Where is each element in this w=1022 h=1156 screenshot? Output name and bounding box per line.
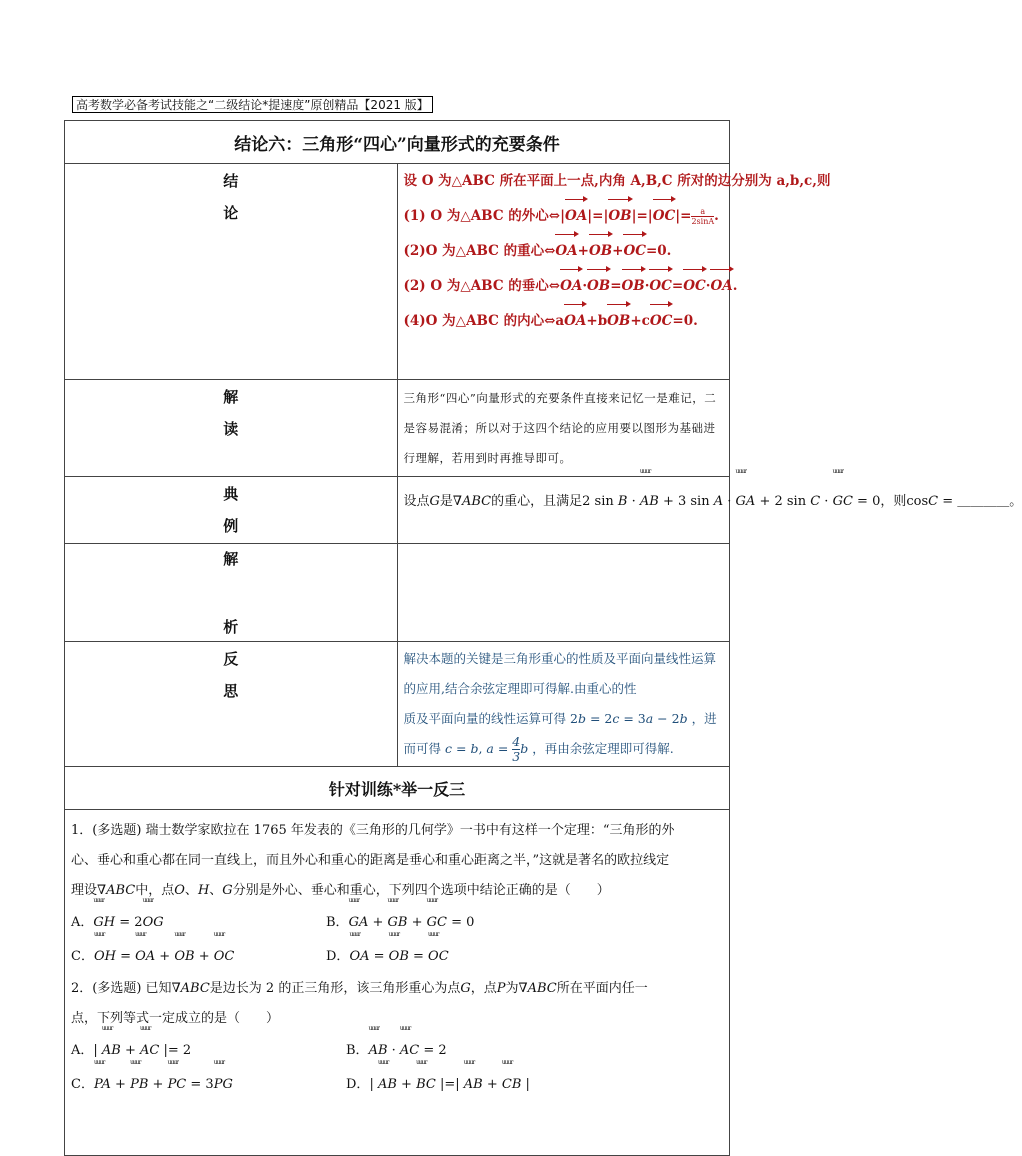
- conclusion-item-2: (2)O 为△ABC 的重心⇔OA+OB+OC=0.: [404, 234, 724, 269]
- label-char: 例: [223, 517, 239, 535]
- q1-part: 中，点: [135, 883, 175, 898]
- q1-option-d: D． uuur OA = uuur OB = uuur OC: [326, 931, 449, 964]
- reflection-text: [397, 642, 730, 767]
- conclusion-item-4: (4)O 为△ABC 的内心⇔aOA+bOB+cOC=0.: [404, 304, 724, 339]
- q2-part: 为: [505, 981, 519, 996]
- fraction: [691, 207, 714, 226]
- item-2-prefix: (2)O 为△ABC 的重心⇔: [403, 243, 556, 259]
- option-letter: C．: [71, 1077, 94, 1092]
- reflection-part: ，再由余弦定理即可得解.: [532, 741, 674, 756]
- q1-option-b: B． uuur GA + uuur GB + uuur GC = 0: [326, 897, 475, 930]
- q1-line-1: 1．(多选题) 瑞士数学家欧拉在 1765 年发表的《三角形的几何学》一书中有这样一个定理：“三角形的外: [71, 823, 675, 838]
- label-char: 论: [223, 204, 239, 222]
- q2-part: 2．(多选题) 已知: [71, 981, 172, 996]
- header-tag: 高考数学必备考试技能之“二级结论*提速度”原创精品【2021 版】: [72, 96, 433, 113]
- label-example: [65, 477, 398, 544]
- q2-part: ，点: [470, 981, 497, 996]
- label-reflection: [65, 642, 398, 767]
- reflection-line-2: 质及平面向量的线性运算可得 2b = 2c = 3a − 2b ，进而可得 c = b, a = $\frac{4}{3}$ b ，再由余弦定理即可得解.: [403, 711, 717, 764]
- reflection-line-1: 解决本题的关键是三角形重心的性质及平面向量线性运算的应用,结合余弦定理即可得解.由重心的性: [403, 651, 717, 696]
- q2-options-row-2: [71, 1059, 723, 1102]
- example-part: 设点: [403, 494, 430, 509]
- label-char: 解: [223, 550, 239, 568]
- q1-line-2: 心、垂心和重心都在同一直线上，而且外心和重心的距离是垂心和重心距离之半，”这就是著名的欧拉线定: [71, 853, 670, 868]
- label-char: 解: [223, 388, 239, 406]
- q2-part: 所在平面内任一: [556, 981, 648, 996]
- option-letter: C．: [71, 949, 94, 964]
- option-letter: B．: [346, 1043, 369, 1058]
- q1-options-row-2: [71, 931, 723, 974]
- q2-option-a: A．| uuur AB + uuur AC |= 2: [71, 1025, 192, 1058]
- q2-line-1: 2．(多选题) 已知∇ABC是边长为 2 的正三角形，该三角形重心为点G，点P为∇ABC所在平面内任一: [71, 981, 648, 996]
- example-text: 设点G是∇ABC的重心，且满足2 sin B · uuur AB + 3 sin A · uuur GA + 2 sin C · uuur GC = 0，则cosC = ＿＿＿＿。: [397, 477, 730, 544]
- exercises: [65, 810, 730, 1156]
- page-title: 结论六：三角形“四心”向量形式的充要条件: [65, 121, 730, 164]
- example-part: ，则: [880, 494, 907, 509]
- option-letter: B．: [326, 915, 349, 930]
- label-char: 读: [223, 420, 239, 438]
- label-char: 反: [223, 650, 239, 668]
- conclusion-intro: 设 O 为△ABC 所在平面上一点,内角 A,B,C 所对的边分别为 a,b,c,则: [403, 173, 831, 189]
- option-letter: A．: [71, 1043, 94, 1058]
- q1-part: 理设: [71, 883, 98, 898]
- label-char: 典: [223, 485, 239, 503]
- training-title: 针对训练*举一反三: [65, 767, 730, 810]
- example-part: 是: [439, 494, 453, 509]
- label-char: 思: [223, 682, 239, 700]
- interpretation-text: 三角形“四心”向量形式的充要条件直接来记忆一是难记，二是容易混淆；所以对于这四个结论的应用要以图形为基础进行理解，若用到时再推导即可。: [397, 380, 730, 477]
- item-3-prefix: (2) O 为△ABC 的垂心⇔: [403, 278, 561, 294]
- q1-line-3: 理设∇ABC中，点O、H、G分别是外心、垂心和重心，下列四个选项中结论正确的是（ ）: [71, 883, 610, 898]
- reflection-part: ，进而可得: [403, 711, 717, 756]
- q2-part: 是边长为 2 的正三角形，该三角形重心为点: [209, 981, 461, 996]
- label-char: 结: [223, 172, 239, 190]
- example-part: 的重心，且满足: [491, 494, 583, 509]
- label-interpretation: [65, 380, 398, 477]
- frac-den: 2sinA: [691, 217, 715, 226]
- q2-line-2: 点，下列等式一定成立的是（ ）: [71, 1011, 280, 1026]
- q1-option-a: A． uuur GH = 2 uuur OG: [71, 897, 164, 930]
- analysis-area: [397, 544, 730, 642]
- conclusion-item-3: (2) O 为△ABC 的垂心⇔OA·OB=OB·OC=OC·OA.: [404, 269, 724, 304]
- conclusion-table: [64, 120, 1022, 1156]
- item-4-prefix: (4)O 为△ABC 的内心⇔: [403, 313, 556, 329]
- q1-part: 分别是外心、垂心和重心，下列四个选项中结论正确的是（ ）: [232, 883, 610, 898]
- q2-option-d: D．| uuur AB + uuur BC |=| uuur AB + uuur CB |: [346, 1059, 530, 1092]
- label-char: 析: [223, 618, 239, 636]
- option-letter: D．: [326, 949, 350, 964]
- item-1-prefix: (1) O 为△ABC 的外心⇔|: [403, 208, 566, 224]
- q2-option-c: C． uuur PA + uuur PB + uuur PC = 3 uuur PG: [71, 1059, 233, 1092]
- option-letter: D．: [346, 1077, 370, 1092]
- q1-option-c: C． uuur OH = uuur OA + uuur OB + uuur OC: [71, 931, 235, 964]
- label-analysis: [65, 544, 398, 642]
- q2-option-b: B． uuur AB · uuur AC = 2: [346, 1025, 447, 1058]
- answer-blank: ＿＿＿＿: [957, 494, 1010, 509]
- reflection-part: 质及平面向量的线性运算可得: [403, 711, 567, 726]
- frac-num: a: [691, 207, 714, 217]
- label-conclusion: [65, 164, 398, 380]
- conclusion-item-1: (1) O 为△ABC 的外心⇔|OA|=|OB|=|OC|= $\frac{a}{2\sin A}$ .: [404, 199, 724, 234]
- conclusion-content: [397, 164, 831, 380]
- option-letter: A．: [71, 915, 94, 930]
